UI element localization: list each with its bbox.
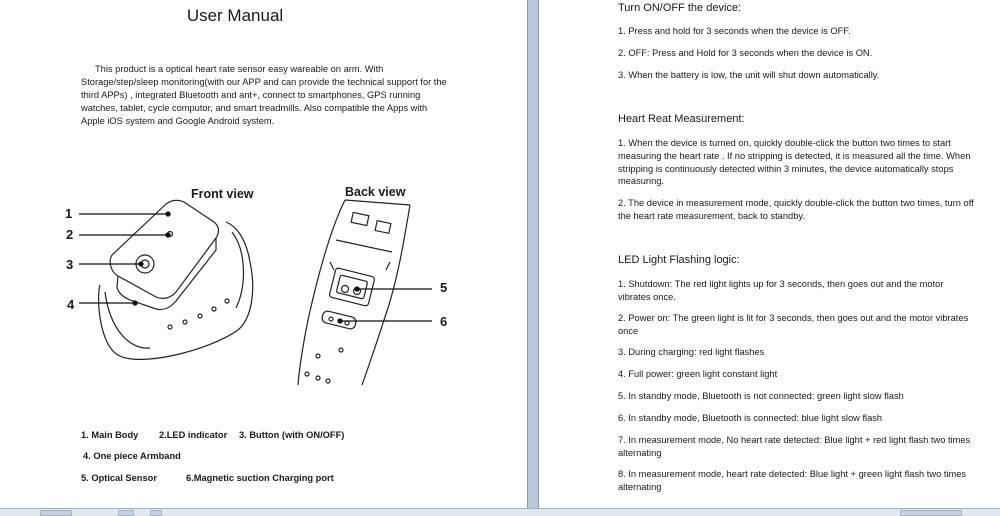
front-view-label: Front view	[191, 187, 254, 201]
legend-optical-sensor: 5. Optical Sensor	[81, 473, 157, 483]
legend-armband: 4. One piece Armband	[83, 451, 181, 461]
led-item-5: 5. In standby mode, Bluetooth is not connected: green light slow flash	[618, 391, 904, 401]
back-view-label: Back view	[345, 185, 406, 199]
turn-item-1: 1. Press and hold for 3 seconds when the device is OFF.	[618, 26, 851, 36]
device-illustration	[0, 0, 527, 410]
legend-main-body: 1. Main Body	[81, 430, 139, 440]
status-bar-tab[interactable]	[150, 510, 162, 516]
legend-button: 3. Button (with ON/OFF)	[239, 430, 345, 440]
armband-outline	[99, 222, 253, 359]
optical-sensor	[329, 268, 375, 307]
page-title: User Manual	[186, 6, 284, 25]
led-item-7: 7. In measurement mode, No heart rate detected: Blue light + red light flash two times alternating	[618, 435, 971, 458]
turn-item-3: 3. When the battery is low, the unit will shut down automatically.	[618, 70, 880, 80]
intro-text: This product is a optical heart rate sensor easy wareable on arm. With Storage/step/sleep monitoring(with our APP and can provide the technical support for the third APPs) , integrated Bluetooth and ant+, connect to smartphones, GPS running watches, tablet, cycle computor, and smart treadmills. Also compatible the Apps with Apple iOS system and Google Android system.	[81, 64, 447, 126]
led-item-6: 6. In standby mode, Bluetooth is connected: blue light slow flash	[618, 413, 883, 423]
status-bar-tab[interactable]	[118, 510, 134, 516]
main-body-outline	[110, 200, 218, 298]
callout-6: 6	[440, 314, 448, 329]
callout-3: 3	[66, 257, 74, 272]
turn-item-2: 2. OFF: Press and Hold for 3 seconds when the device is ON.	[618, 48, 873, 58]
led-item-3: 3. During charging: red light flashes	[618, 347, 765, 357]
led-item-2: 2. Power on: The green light is lit for 3 seconds, then goes out and the motor vibrates once	[618, 313, 969, 336]
heading-heart-measurement: Heart Reat Measurement:	[618, 113, 745, 125]
heart-item-2: 2. The device in measurement mode, quickly double-click the button two times, turn off the heart rate measurement, back to standby.	[618, 198, 974, 221]
heading-led-logic: LED Light Flashing logic:	[618, 254, 740, 266]
legend-charging-port: 6.Magnetic suction Charging port	[186, 473, 334, 483]
status-bar-tab[interactable]	[40, 510, 72, 516]
led-item-1: 1. Shutdown: The red light lights up for 3 seconds, then goes out and the motor vibrates once.	[618, 279, 944, 302]
legend-led-indicator: 2.LED indicator	[159, 430, 228, 440]
callout-1: 1	[65, 206, 73, 221]
heading-turn-on-off: Turn ON/OFF the device:	[618, 2, 742, 14]
callout-4: 4	[67, 297, 75, 312]
led-item-4: 4. Full power: green light constant light	[618, 369, 778, 379]
callout-2: 2	[66, 227, 74, 242]
callout-5: 5	[440, 280, 448, 295]
status-bar-tab[interactable]	[900, 510, 962, 516]
led-item-8: 8. In measurement mode, heart rate detected: Blue light + green light flash two times alternating	[618, 469, 967, 492]
heart-item-1: 1. When the device is turned on, quickly double-click the button two times to start measuring the heart rate . If no stripping is detected, it is measured all the time. When stripping is continuously detected within 3 minutes, the device automatically stops measuring.	[618, 138, 971, 187]
